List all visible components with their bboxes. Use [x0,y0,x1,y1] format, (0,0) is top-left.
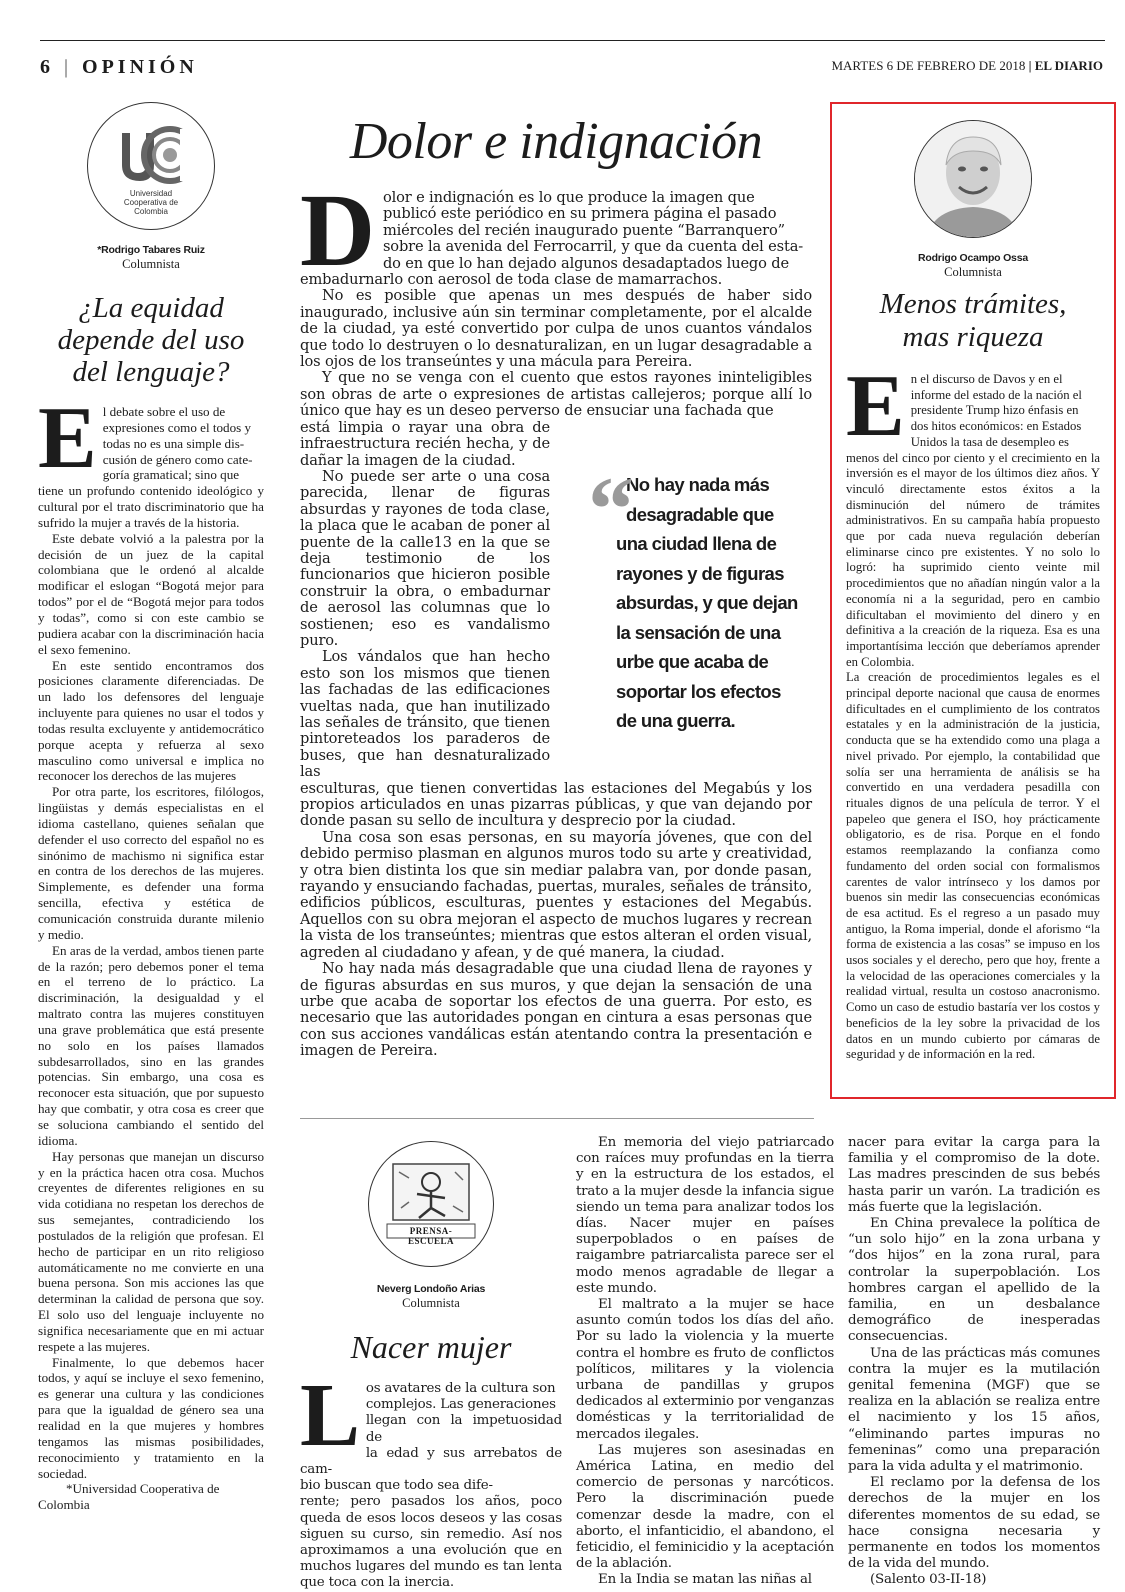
page-header-left [40,56,198,79]
right-article-box [830,102,1116,1099]
paragraph: El maltrato a la mujer se hace asunto común todos los días del año. Por su lado la violencia y la muerte contra el hombre es fruto de conflictos políticos, militares y la violencia urbana de pandillas y grupos dedicados al exterminio por venganzas domésticas y la territorialidad de mercados ilegales. [576,1297,834,1442]
drop-cap: E [846,358,905,455]
left-article [38,100,264,1513]
editorial-body: D olor e indignación es lo que produce la imagen que publicó este periódico en su primera página el pasado miércoles del recién inaugurado puente “Barranquero” sobre la avenida del Ferrocarril, y que da cuenta del esta- do en que lo han dejado algunos desadaptados luego de embadurnarlo con aerosol de toda clase de mamarrachos. No es posible que apenas un mes después de haber sido inaugurado, inclusive aún sin terminar completamente, por el alcalde de la ciudad, ya esté convertido por culpa de unos cuantos vándalos que todo lo destruyen o lo desnaturalizan, en un lugar desagradable a los ojos de los transeúntes y una mácula para Pereira. Y que no se venga con el cuento que estos rayones ininteligibles son obras de arte o expresiones de artistas callejeros; porque allí lo único que hay es un deseo perverso de ensuciar una fachada que está limpia o rayar una obra de infraestructura recién hecha, y de dañar la imagen de la ciudad. No puede ser arte o una cosa parecida, llenar de figuras absurdas y rayones de toda clase, la placa que le acaban de poner al puente de la calle13 en la que se deja testimonio de los funcionarios que hicieron posible construir la obra, o embadurnar de aerosol las columnas que lo sostienen; eso es vandalismo puro. Los vándalos que han hecho esto son los mismos que tienen las fachadas de las edificaciones vueltas nada, que han inutilizado las señales de tránsito, que tienen pintoreteados los paraderos de buses, que han desnaturalizado las esculturas, que tienen convertidas las estaciones del Megabús y los propios articulados en unas pizarras públicas, y que van dejando por donde pasan su sello de incultura y desprecio por la ciudad. Una cosa son esas personas, en su mayoría jóvenes, que con del debido permiso plasman en algunos muros todo su arte y creatividad, y otra bien distinta los que sin mediar palabra van, por donde pasan, rayando y ensuciando fachadas, puertas, murales, señales de tránsito, edificios públicos, esculturas, puentes y estaciones del Megabús. Aquellos con su obra mejoran el aspecto de muchos lugares y recrean la vista de los transeúntes; mientras que estos alteran el orden visual, agreden al ciudadano y afean, y de qué manera, la ciudad. No hay nada más desagradable que una ciudad llena de rayones y de figuras absurdas en sus muros, y que dejan la sensación de una urbe que acaba de soportar los efectos de una guerra. Por esto, es necesario que las autoridades pongan en cintura a esas personas que con sus acciones vandálicas están atentando contra la presentación e imagen de Pereira. [300,173,812,1060]
paragraph: En este sentido encontramos dos posiciones claramente diferenciadas. De un lado los defensores del lenguaje incluyente para quienes no usar el todos y todas resulta excluyente y antidemocrático porque acepta y refuerza al sexo masculino como universal e implica no reconocer los derechos de las mujeres [38,657,264,784]
paragraph: Una cosa son esas personas, en su mayoría jóvenes, que con del debido permiso plasman en algunos muros todo su arte y creatividad, y otra bien distinta los que sin mediar palabra van, por donde pasan, rayando y ensuciando fachadas, puertas, murales, señales de tránsito, edificios públicos, esculturas, puentes y estaciones del Megabús. Aquellos con su obra mejoran el aspecto de muchos lugares y recrean la vista de los transeúntes; mientras que estos alteran el orden visual, agreden al ciudadano y afean, y de qué manera, la ciudad. [300,828,812,961]
prensa-escuela-text: PRENSA-ESCUELA [407,1226,454,1246]
article-title: Nacer mujer [350,1329,512,1365]
article-body-col3 [848,1135,1100,1589]
signoff: (Salento 03-II-18) [870,1572,987,1588]
prensa-escuela-logo [368,1141,494,1267]
paragraph: Este debate volvió a la palestra por la decisión de un juez de la capital colombiana que le ordenó al alcalde modificar el eslogan “Bogotá mejor para todos” por el de “Bogotá mejor para todos y todas”, como si con este cambio se pudiera acabar con la discriminación hacia el sexo femenino. [38,530,264,657]
paragraph: En China prevalece la política de “un solo hijo” en la zona urbana y “dos hijos” en la zona rural, para controlar la superpoblación. Los hombres cargan el apellido de la familia, en un desbalance demográfico de inesperadas consecuencias. [848,1216,1100,1345]
paragraph: No hay nada más desagradable que una ciudad llena de rayones y de figuras absurdas en sus muros, y que dejan la sensación de una urbe que acaba de soportar los efectos de una guerra. Por esto, es necesario que las autoridades pongan en cintura a esas personas que con sus acciones vandálicas están atentando contra la presentación e imagen de Pereira. [300,960,812,1060]
pull-quote [588,458,813,736]
paragraph: En memoria del viejo patriarcado con raíces muy profundas en la tierra y en la estructura de los estados, el trato a la mujer desde la infancia sigue siendo un tema para analizar todos los días. Nacer mujer en países superpoblados o en países de raigambre patriarcalista parece ser el modo menos agradable de llegar a este mundo. [576,1135,834,1296]
newspaper-name: EL DIARIO [1034,58,1103,73]
person-portrait-icon [915,121,1031,237]
paragraph: No es posible que apenas un mes después de haber sido inaugurado, inclusive aún sin terminar completamente, por el alcalde de la ciudad, ya esté convertido por culpa de unos cuantos vándalos que todo lo destruyen o lo desnaturalizan, en un lugar desagradable a los ojos de los transeúntes y una mácula para Pereira. [300,287,812,371]
page-header-right [831,58,1103,74]
bottom-article [300,1135,1105,1591]
article-body-col1: L os avatares de la cultura son complejos. Las generaciones llegan con la impetuosidad de la edad y sus arrebatos de cam- bio buscan que todo sea dife- rente; pero pasados los años, poco queda de esos locos deseos y las cosas siguen su curso, sin remedio. Así nos aproximamos a una evolución que en muchos lugares del mundo es tan lenta que toca con la inercia. [300,1366,562,1591]
paragraph: nacer para evitar la carga para la familia y el compromiso de la dote. Las madres prescinden de sus bebés hasta parir un varón. La tradición es más fuerte que la legislación. [848,1135,1100,1215]
first-paragraph-lines: l debate sobre el uso de expresiones como el todos y todas no es una simple dis- cusión de género como cate- goría gramatical; sino que [102,404,253,483]
paragraph: Hay personas que manejan un discurso y en la práctica hacen otra cosa. Muchos creyentes de diferentes religiones en su vida cotidiana no respetan los derechos de sus semejantes, contradiciendo los postulados de la religión que profesan. El hecho de participar en un rito religioso automáticamente no me convierte en una buena persona. Son mis acciones las que determinan la calidad de persona que soy. El solo uso del lenguaje incluyente no significa necesariamente que en mi actuar respete a las mujeres. [38,1148,264,1354]
editorial-title: Dolor e indignación [349,113,763,170]
paragraph: El reclamo por la defensa de los derechos de la mujer en los diferentes momentos de su edad, se hace consigna necesaria y permanente en todos los momentos de la vida del mundo. [848,1475,1100,1572]
article-body: E n el discurso de Davos y en el informe del estado de la nación el presidente Trump hizo énfasis en dos hitos económicos: en Estados Unidos la tasa de desempleo es menos del cinco por ciento y el crecimiento en la inversión es el mayor de los últimos diez años. Y vinculó directamente estos éxitos a la disminución del número de trámites administrativos. En su campaña había propuesto que por cada nueva regulación deberían eliminarse cinco pre existentes. Y no solo lo logró: ha suprimido ciento veinte mil procedimientos que no añadían ningún valor a la economía ni a la seguridad, pero en cambio dificultaban el movimiento del dinero y en definitiva a la creación de la riqueza. Esa es una importantísima lección que deberíamos aprender en Colombia. La creación de procedimientos legales es el principal deporte nacional que causa de enormes dificultades en el cumplimiento de los contratos estatales y en la administración de la justicia, conducta que se ha extendido como una plaga a nivel privado. Por ejemplo, la contabilidad que solía ser una herramienta de análisis se ha convertido en una verdadera pesadilla con rituales dignos de una película de terror. Y el papeleo que genera el ISO, hoy prácticamente obligatorio, es de risa. Porque en el fondo estamos reemplazando la confianza como fundamento del orden social con formalismos carentes de valor intrínseco y los damos por buenos sin medir las consecuencias económicas de esa actitud. Es el regreso a un pasado muy antiguo, la Roma imperial, donde el aforismo “la forma de existencia a las cosas” se impuso en los usos sociales y el derecho, pero que hoy, frente a la velocidad de las operaciones comerciales y la realidad virtual, resulta un costoso anacronismo. Como un caso de estudio bastaría ver los costos y beneficios de la ley sobre la privacidad de los datos en un mundo cubierto por cámaras de seguridad y de información en la red. [846,358,1100,1062]
article-body-col2 [576,1135,834,1589]
paragraph: Y que no se venga con el cuento que estos rayones ininteligibles son obras de arte o expresiones de artistas callejeros; porque allí lo único que hay es un deseo perverso de ensuciar una fachada que [300,369,812,420]
issue-date: MARTES 6 DE FEBRERO DE 2018 [831,58,1026,73]
paragraph: está limpia o rayar una obra de infraestructura recién hecha, y de dañar la imagen de la ciudad. [300,418,550,469]
pull-quote-text: No hay nada más desagradable que una ciudad llena de rayones y de figuras absurdas, y que dejan la sensación de una urbe que acaba de soportar los efectos de una guerra. [616,474,798,731]
author-name: Rodrigo Ocampo Ossa [918,252,1028,264]
university-logo [87,102,215,230]
header-separator: | [64,56,73,78]
article-title: ¿La equidad depende del uso del lenguaje? [57,292,245,388]
prensa-escuela-logo-icon [369,1142,493,1266]
drop-cap: D [300,173,375,288]
drop-cap: L [300,1366,360,1465]
author-role: Columnista [944,265,1002,279]
paragraph: Las mujeres son asesinadas en América Latina, en medio del comercio de personas y narcóticos. Pero la discriminación puede comenzar desde la madre, con el aborto, el infanticidio, el abandono, el feticidio, el feminicidio y la aceptación de la ablación. [576,1442,834,1572]
article-body: E l debate sobre el uso de expresiones como el todos y todas no es una simple dis- cusión de género como cate- goría gramatical; sino que tiene un profundo contenido ideológico y cultural por el trato discriminatorio que ha sufrido la mujer a través de la historia. Este debate volvió a la palestra por la decisión de un juez de la capital colombiana que le ordenó al alcalde modificar el eslogan “Bogotá mejor para todos” por el de “Bogotá mejor para todos y todas”, como si con este cambio se pudiera acabar con la discriminación hacia el sexo femenino. En este sentido encontramos dos posiciones claramente diferenciadas. De un lado los defensores del lenguaje incluyente para quienes no usar el todos y todas resulta excluyente y antidemocrático porque acepta y refuerza al sexo masculino como universal e implica no reconocer los derechos de las mujeres Por otra parte, los escritores, filólogos, lingüistas y demás especialistas en el idioma castellano, quienes señalan que defender el uso correcto del español no es sinónimo de machismo ni significa estar en contra de los derechos de las mujeres. Simplemente, es defender una forma sencilla, efectiva y estética de comunicación construida durante milenio y medio. En aras de la verdad, ambos tienen parte de la razón; pero debemos poner el tema en el terreno de lo práctico. La discriminación, la desigualdad y el maltrato contra las mujeres constituyen una grave problemática que está presente no solo en los países llamados subdesarrollados, sino en las grandes potencias. Sin embargo, una cosa es reconocer esta situación, que por supuesto hay que combatir, y otra cosa es creer que se soluciona cambiando el sentido del idioma. Hay personas que manejan un discurso y en la práctica hacen otra cosa. Muchos creyentes de diferentes religiones en su vida cotidiana no respetan los derechos de sus semejantes, contradiciendo los postulados de la religión que profesan. El hecho de participar en un rito religioso automáticamente no me convierte en una buena persona. Son mis acciones las que determinan la calidad de persona que soy. El solo uso del lenguaje incluyente no significa necesariamente que en mi actuar respete a las mujeres. Finalmente, lo que debemos hacer todos, y aquí se incluye el sexo femenino, es generar una cultura y las condiciones para que la igualdad de género sea una realidad en la que mujeres y hombres tengamos las mismas posibilidades, reconocimiento y tratamiento en la sociedad. *Universidad Cooperativa de Colombia [38,390,264,1513]
section-divider [300,1118,814,1119]
university-logo-text: Universidad Cooperativa de Colombia [123,189,179,216]
author-role: Columnista [402,1296,460,1310]
paragraph: La creación de procedimientos legales es el principal deporte nacional que causa de enormes dificultades en el cumplimiento de los contratos estatales y en la administración de la justicia, conducta que se ha extendido como una plaga a nivel privado. Por ejemplo, la contabilidad que solía ser una herramienta de análisis se ha convertido en una verdadera pesadilla con rituales dignos de una película de terror. Y el papeleo que genera el ISO, hoy prácticamente obligatorio, es de risa. Porque en el fondo estamos reemplazando la confianza como fundamento del orden social con formalismos carentes de valor intrínseco y los damos por buenos sin medir las consecuencias económicas de esa actitud. Es el regreso a un pasado muy antiguo, la Roma imperial, donde el aforismo “la forma de existencia a las cosas” se impuso en los usos sociales y el derecho, pero que hoy, frente a la velocidad de las operaciones comerciales y la realidad virtual, resulta un costoso anacronismo. Como un caso de estudio bastaría ver los costos y beneficios de la ley sobre la privacidad de los datos en un mundo cubierto por cámaras de seguridad y de información en la red. [846,670,1100,1062]
paragraph: Finalmente, lo que debemos hacer todos, y aquí se incluye el sexo femenino, es generar una cultura y las condiciones para que la igualdad de género sea una realidad en la que mujeres y hombres tengamos las mismas posibilidades, reconocimiento y tratamiento en la sociedad. [38,1354,264,1481]
author-role: Columnista [122,257,180,271]
article-title: Menos trámites, mas riqueza [879,288,1067,353]
paragraph: Por otra parte, los escritores, filólogos, lingüistas y demás especialistas en el idioma castellano, quienes señalan que defender el uso correcto del español no es sinónimo de machismo ni significa estar en contra de los derechos de las mujeres. Simplemente, es defender una forma sencilla, efectiva y estética de comunicación construida durante milenio y medio. [38,784,264,942]
author-name: Neverg Londoño Arias [376,1283,486,1295]
page-number: 6 [40,56,54,78]
quote-mark-icon: “ [588,458,634,560]
paragraph: Los vándalos que han hecho esto son los mismos que tienen las fachadas de las edificaciones vueltas nada, que han inutilizado las señales de tránsito, que tienen pintoreteados los paraderos de buses, que han desnaturalizado las [300,648,550,781]
author-photo [914,120,1032,238]
author-name: *Rodrigo Tabares Ruiz [97,244,205,256]
paragraph: esculturas, que tienen convertidas las estaciones del Megabús y los propios articulados en unas pizarras públicas, y que van dejando por donde pasan su sello de incultura y desprecio por la ciudad. [300,779,812,830]
affiliation-note: *Universidad Cooperativa de Colombia [38,1481,220,1513]
header-separator-right: | [1028,58,1032,73]
section-name: OPINIÓN [82,56,198,78]
paragraph: En la India se matan las niñas al [598,1572,812,1588]
header-rule [40,40,1105,41]
drop-cap: E [38,390,97,487]
paragraph: Una de las prácticas más comunes contra la mujer es la mutilación genital femenina (MGF) que se realiza en la ablación se realiza entre el nacimiento y los 15 años, “eliminando partes impuras no femeninas” como una preparación para la vida adulta y el matrimonio. [848,1345,1100,1475]
paragraph: En aras de la verdad, ambos tienen parte de la razón; pero debemos poner el tema en el terreno de lo práctico. La discriminación, la desigualdad y el maltrato contra las mujeres constituyen una grave problemática que está presente no solo en los países llamados subdesarrollados, sino en las grandes potencias. Sin embargo, una cosa es reconocer esta situación, que por supuesto hay que combatir, y otra cosa es creer que se soluciona cambiando el sentido del idioma. [38,942,264,1148]
paragraph: No puede ser arte o una cosa parecida, llenar de figuras absurdas y rayones de toda clase, la placa que le acaban de poner al puente de la calle13 en la que se deja testimonio de los funcionarios que hicieron posible construir la obra, o embadurnar de aerosol las columnas que lo sostienen; eso es vandalismo puro. [300,467,550,649]
